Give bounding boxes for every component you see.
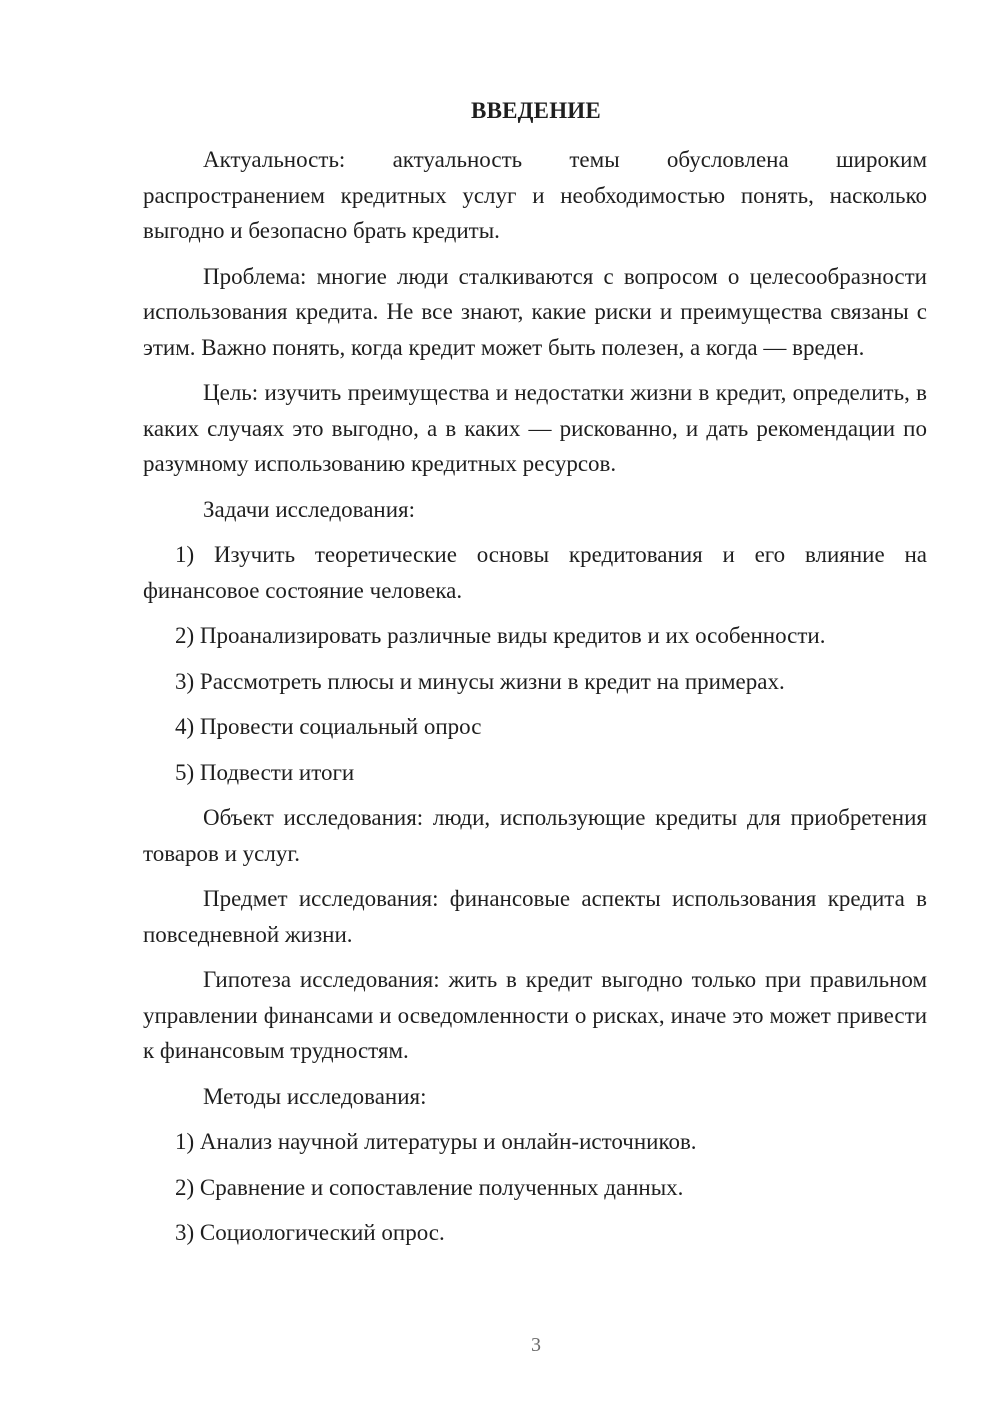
paragraph-subject: Предмет исследования: финансовые аспекты использования кредита в повседневной жизни.	[143, 886, 927, 947]
task-item-4: 4) Провести социальный опрос	[175, 714, 482, 739]
paragraph-hypothesis: Гипотеза исследования: жить в кредит выгодно только при правильном управлении финансами и осведомленности о рисках, иначе это может привести к финансовым трудностям.	[143, 967, 927, 1063]
method-item-1: 1) Анализ научной литературы и онлайн-источников.	[175, 1129, 697, 1154]
paragraph-problem: Проблема: многие люди сталкиваются с вопросом о целесообразности использования кредита. Не все знают, какие риски и преимущества связаны с этим. Важно понять, когда кредит может быть полезен, а когда — вреден.	[143, 263, 927, 360]
task-item-2: 2) Проанализировать различные виды кредитов и их особенности.	[175, 623, 826, 648]
page-number: 3	[531, 1334, 541, 1356]
methods-heading: Методы исследования:	[203, 1083, 427, 1109]
page-title: ВВЕДЕНИЕ	[471, 98, 601, 123]
paragraph-object: Объект исследования: люди, использующие кредиты для приобретения товаров и услуг.	[143, 805, 927, 866]
task-item-3: 3) Рассмотреть плюсы и минусы жизни в кредит на примерах.	[175, 668, 785, 694]
task-item-5: 5) Подвести итоги	[175, 759, 355, 785]
method-item-3: 3) Социологический опрос.	[175, 1220, 445, 1245]
tasks-heading: Задачи исследования:	[203, 496, 416, 522]
task-item-1: 1) Изучить теоретические основы кредитования и его влияние на финансовое состояние человека.	[143, 542, 927, 603]
method-item-2: 2) Сравнение и сопоставление полученных данных.	[175, 1174, 684, 1200]
paragraph-goal: Цель: изучить преимущества и недостатки жизни в кредит, определить, в каких случаях это выгодно, а в каких — рискованно, и дать рекомендации по разумному использованию кредитных ресурсов.	[143, 380, 927, 476]
body-text	[143, 142, 927, 1261]
paragraph-relevance: Актуальность: актуальность темы обусловлена широким распространением кредитных услуг и необходимостью понять, насколько выгодно и безопасно брать кредиты.	[143, 147, 927, 243]
